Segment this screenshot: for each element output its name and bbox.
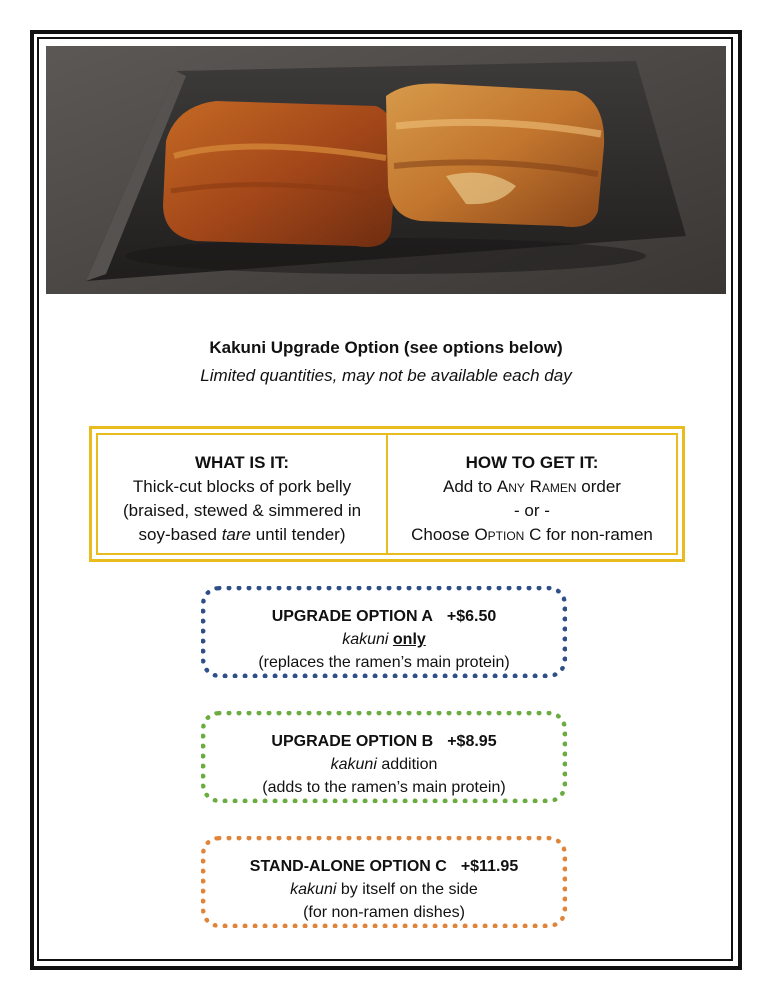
option-a-desc-em: kakuni: [342, 631, 389, 648]
kakuni-photo: [46, 46, 726, 294]
option-b-desc-em: kakuni: [330, 756, 377, 773]
headline: Kakuni Upgrade Option (see options below): [209, 338, 563, 357]
option-a-desc: [206, 628, 562, 651]
what-line-3-pre: soy-based: [138, 525, 222, 544]
option-b-title: UPGRADE OPTION B: [271, 733, 434, 750]
option-b-desc: [206, 753, 562, 776]
option-c-title: STAND-ALONE OPTION C: [249, 858, 447, 875]
info-box-inner: [96, 433, 678, 555]
option-a-note: (replaces the ramen’s main protein): [258, 654, 510, 671]
how-to-get-it-section: [388, 435, 676, 553]
how-heading: HOW TO GET IT:: [465, 453, 599, 472]
tare-term: tare: [221, 525, 251, 544]
what-is-it-section: [98, 435, 388, 553]
option-b-desc-rest: addition: [376, 756, 438, 773]
option-b-title-line: [206, 730, 562, 753]
option-c-desc: [206, 878, 562, 901]
option-b-price: +$8.95: [447, 733, 497, 750]
option-b-box: [201, 711, 567, 803]
option-b-note: (adds to the ramen’s main protein): [262, 779, 506, 796]
any-ramen-text: Any Ramen: [496, 477, 577, 496]
option-c-desc-em: kakuni: [290, 881, 337, 898]
option-text: Option: [474, 525, 525, 544]
what-line-1: Thick-cut blocks of pork belly: [132, 477, 352, 496]
availability-note: Limited quantities, may not be available each day: [200, 366, 572, 385]
option-a-box: [201, 586, 567, 678]
what-line-2: (braised, stewed & simmered in: [122, 501, 362, 520]
how-line-1: [388, 475, 676, 499]
how-line-3-post: C for non-ramen: [524, 525, 653, 544]
option-c-box: [201, 836, 567, 928]
how-line-3: [388, 523, 676, 547]
how-line-2: - or -: [514, 501, 550, 520]
option-c-title-line: [206, 855, 562, 878]
what-heading: WHAT IS IT:: [194, 453, 290, 472]
option-a-price: +$6.50: [446, 608, 497, 625]
how-line-1-post: order: [576, 477, 621, 496]
option-a-title-line: [206, 605, 562, 628]
option-a-title: UPGRADE OPTION A: [271, 608, 433, 625]
what-line-3: [98, 523, 386, 547]
option-a-desc-rest: only: [392, 631, 426, 648]
how-line-3-pre: Choose: [411, 525, 475, 544]
option-c-price: +$11.95: [460, 858, 519, 875]
how-line-1-pre: Add to: [443, 477, 497, 496]
option-c-desc-rest: by itself on the side: [336, 881, 478, 898]
option-c-note: (for non-ramen dishes): [303, 904, 465, 921]
info-box: [89, 426, 685, 562]
what-line-3-post: until tender): [250, 525, 346, 544]
